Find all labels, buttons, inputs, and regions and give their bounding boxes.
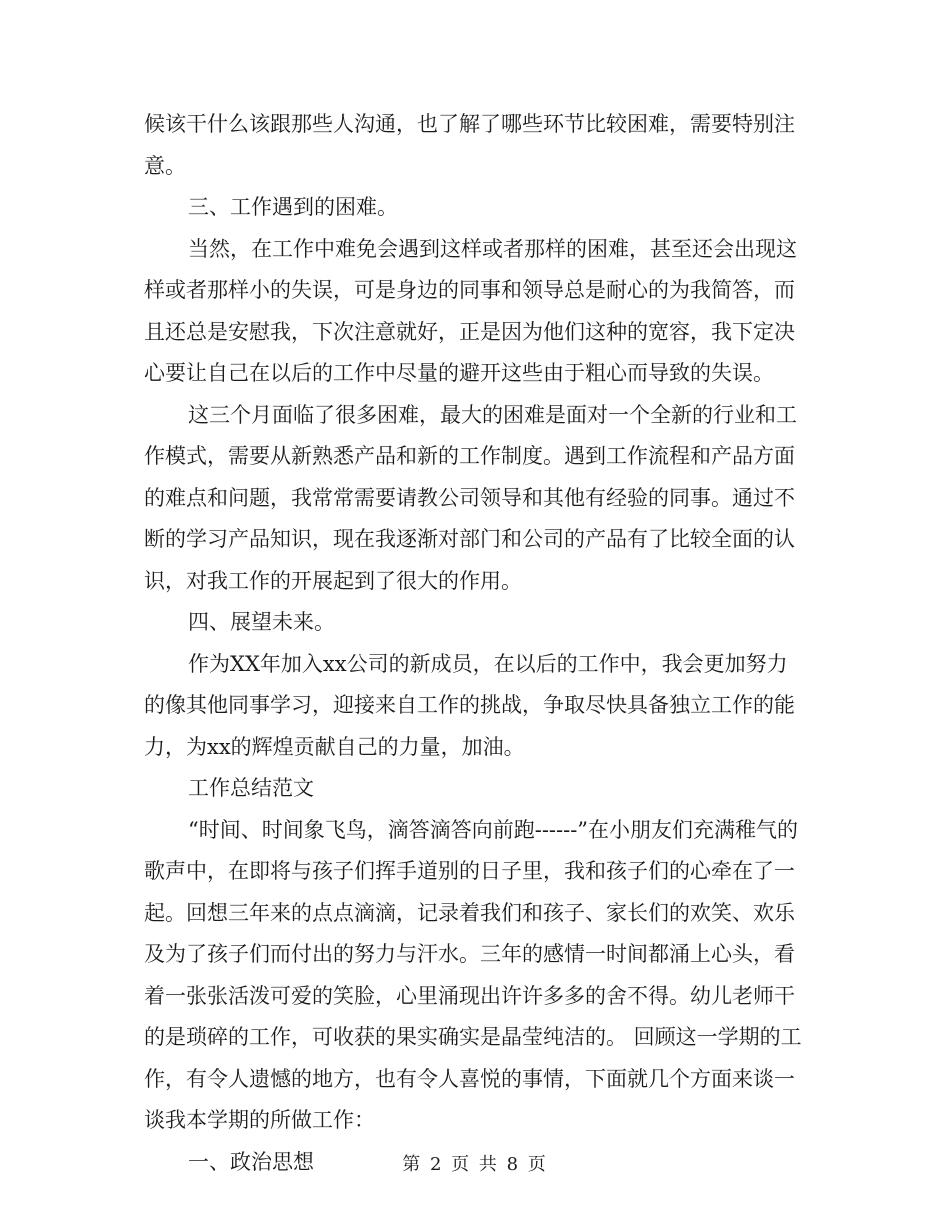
section-heading-politics: 一、政治思想 [188,1149,314,1174]
paragraph-new-member: 作为XX年加入xx公司的新成员，在以后的工作中，我会更加努力的像其他同事学习，迎接来自工作的挑战，争取尽快具备独立工作的能力，为xx的辉煌贡献自己的力量，加油。 [144,651,795,759]
section-heading-sample: 工作总结范文 [188,776,314,800]
paragraph-kindergarten: “时间、时间象飞鸟，滴答滴答向前跑------”在小朋友们充满稚气的歌声中，在即将与孩子们挥手道别的日子里，我和孩子们的心牵在了一起。回想三年来的点点滴滴，记录着我们和孩子、家长们的欢笑、欢乐及为了孩子们而付出的努力与汗水。三年的感情一时间都涌上心头，看着一张张活泼可爱的笑脸，心里涌现出许许多多的舍不得。幼儿老师干的是琐碎的工作，可收获的果实确实是晶莹纯洁的。 回顾这一学期的工作，有令人遗憾的地方，也有令人喜悦的事情，下面就几个方面来谈一谈我本学期的所做工作： [144,817,802,1132]
paragraph-mistakes: 当然，在工作中难免会遇到这样或者那样的困难，甚至还会出现这样或者那样小的失误，可是身边的同事和领导总是耐心的为我简答，而且还总是安慰我，下次注意就好，正是因为他们这种的宽容，我下定决心要让自己在以后的工作中尽量的避开这些由于粗心而导致的失误。 [144,236,797,385]
paragraph-continuation: 候该干什么该跟那些人沟通，也了解了哪些环节比较困难，需要特别注意。 [144,112,795,178]
paragraph-three-months: 这三个月面临了很多困难，最大的困难是面对一个全新的行业和工作模式，需要从新熟悉产品和新的工作制度。遇到工作流程和产品方面的难点和问题，我常常需要请教公司领导和其他有经验的同事。通过不断的学习产品知识，现在我逐渐对部门和公司的产品有了比较全面的认识，对我工作的开展起到了很大的作用。 [144,402,797,593]
section-heading-outlook: 四、展望未来。 [188,610,335,634]
page-number-footer: 第 2 页 共 8 页 [402,1154,548,1175]
section-heading-difficulties: 三、工作遇到的困难。 [188,195,398,219]
document-body [144,104,804,1183]
